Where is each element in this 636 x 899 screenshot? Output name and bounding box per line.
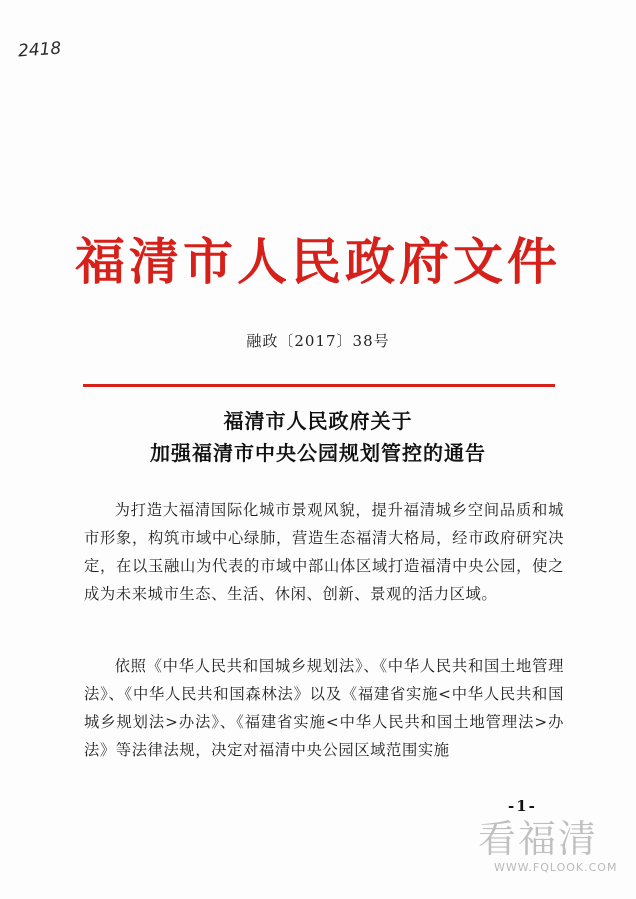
- title-line-2: 加强福清市中央公园规划管控的通告: [150, 441, 486, 465]
- paragraph-2-text: 依照《中华人民共和国城乡规划法》、《中华人民共和国土地管理法》、《中华人民共和国森林法》以及《福建省实施<中华人民共和国城乡规划法>办法》、《福建省实施<中华人民共和国土地管理法>办法》等法律法规，决定对福清中央公园区域范围实施: [84, 657, 564, 759]
- paragraph-1-text: 为打造大福清国际化城市景观风貌，提升福清城乡空间品质和城市形象，构筑市域中心绿肺，营造生态福清大格局，经市政府研究决定，在以玉融山为代表的市域中部山体区域打造福清中央公园，使之成为未来城市生态、生活、休闲、创新、景观的活力区域。: [84, 501, 564, 603]
- page-number: -1-: [508, 797, 537, 815]
- body-paragraph-2: [84, 652, 564, 764]
- watermark-brand: 看福清: [478, 817, 599, 861]
- red-divider-rule: [83, 384, 555, 387]
- document-masthead: 福清市人民政府文件: [75, 232, 561, 291]
- title-line-1: 福清市人民政府关于: [223, 409, 413, 433]
- body-paragraph-1: [84, 496, 564, 608]
- document-number: 融政〔2017〕38号: [246, 332, 390, 350]
- watermark-url: WWW.FQLOOK.COM: [494, 861, 618, 874]
- handwritten-note: 2418: [17, 38, 62, 62]
